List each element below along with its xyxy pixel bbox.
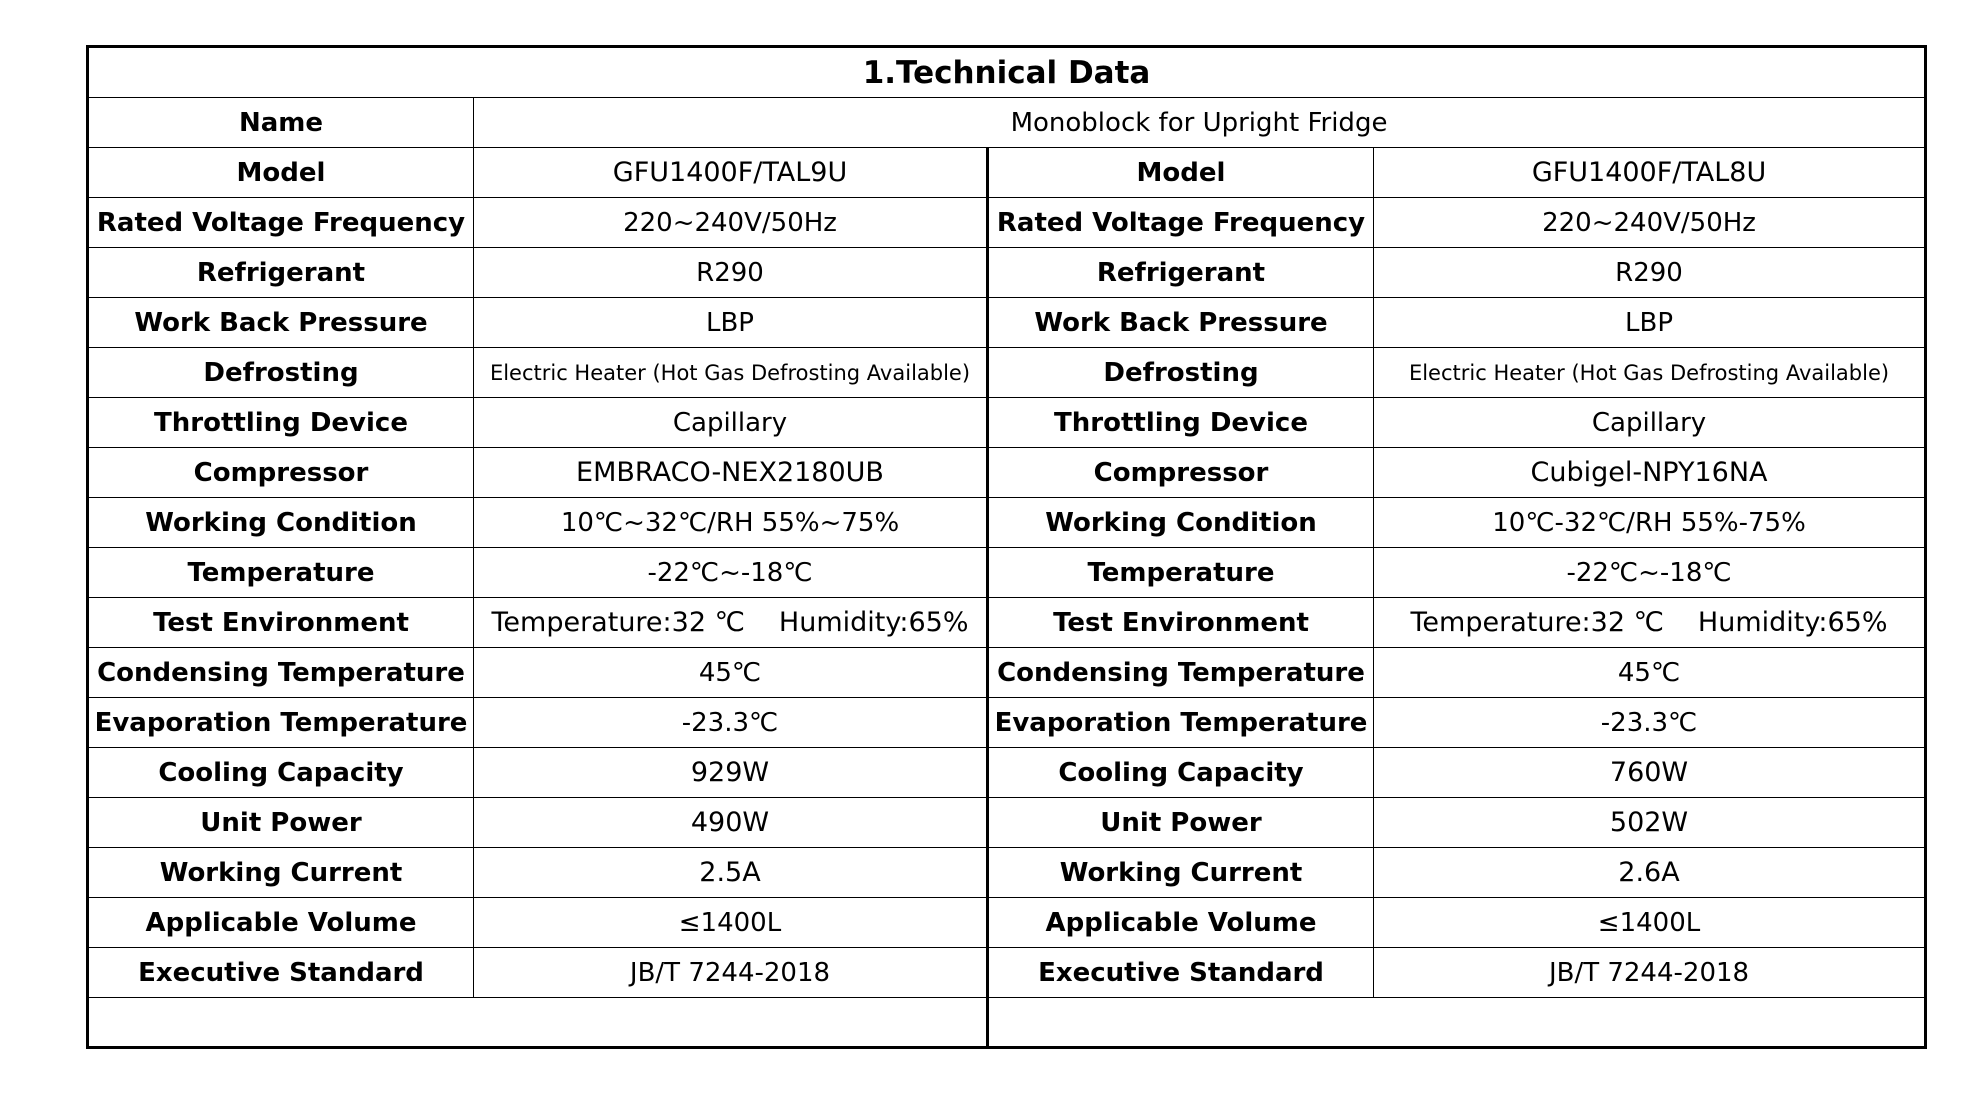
condensing-value-left: 45℃: [474, 648, 988, 698]
evaporation-value-right: -23.3℃: [1374, 698, 1926, 748]
row-label-right: Defrosting: [988, 348, 1374, 398]
working-current-value-right: 2.6A: [1374, 848, 1926, 898]
working-condition-value-left: 10℃~32℃/RH 55%~75%: [474, 498, 988, 548]
table-row-empty: [88, 998, 1926, 1048]
applicable-volume-value-right: ≤1400L: [1374, 898, 1926, 948]
defrosting-value-right: Electric Heater (Hot Gas Defrosting Available): [1374, 348, 1926, 398]
evaporation-value-left: -23.3℃: [474, 698, 988, 748]
throttling-value-left: Capillary: [474, 398, 988, 448]
table-row-throttling: [88, 398, 1926, 448]
back-pressure-value-right: LBP: [1374, 298, 1926, 348]
row-label-name: Name: [88, 98, 474, 148]
row-label-right: Compressor: [988, 448, 1374, 498]
table-row-cooling-capacity: [88, 748, 1926, 798]
row-label-right: Throttling Device: [988, 398, 1374, 448]
table-row-back-pressure: [88, 298, 1926, 348]
test-temperature-right: Temperature:32 ℃: [1410, 607, 1664, 638]
row-label-right: Work Back Pressure: [988, 298, 1374, 348]
test-temperature-left: Temperature:32 ℃: [491, 607, 745, 638]
model-value-left: GFU1400F/TAL9U: [474, 148, 988, 198]
table-row-unit-power: [88, 798, 1926, 848]
model-value-right: GFU1400F/TAL8U: [1374, 148, 1926, 198]
row-label-right: Temperature: [988, 548, 1374, 598]
row-label-left: Throttling Device: [88, 398, 474, 448]
cooling-capacity-value-right: 760W: [1374, 748, 1926, 798]
table-row-applicable-volume: [88, 898, 1926, 948]
applicable-volume-value-left: ≤1400L: [474, 898, 988, 948]
row-label-left: Cooling Capacity: [88, 748, 474, 798]
defrosting-value-left: Electric Heater (Hot Gas Defrosting Available): [474, 348, 988, 398]
row-label-left: Working Current: [88, 848, 474, 898]
table-row-refrigerant: [88, 248, 1926, 298]
row-label-right: Condensing Temperature: [988, 648, 1374, 698]
empty-cell-left: [88, 998, 988, 1048]
table-row-condensing: [88, 648, 1926, 698]
test-environment-value-right: [1374, 598, 1926, 648]
row-label-right: Rated Voltage Frequency: [988, 198, 1374, 248]
temperature-value-left: -22℃~-18℃: [474, 548, 988, 598]
technical-data-sheet: [86, 45, 1924, 1049]
row-label-left: Unit Power: [88, 798, 474, 848]
row-label-left: Compressor: [88, 448, 474, 498]
refrigerant-value-left: R290: [474, 248, 988, 298]
table-row-model: [88, 148, 1926, 198]
row-label-right: Evaporation Temperature: [988, 698, 1374, 748]
compressor-value-left: EMBRACO-NEX2180UB: [474, 448, 988, 498]
cooling-capacity-value-left: 929W: [474, 748, 988, 798]
executive-standard-value-right: JB/T 7244-2018: [1374, 948, 1926, 998]
throttling-value-right: Capillary: [1374, 398, 1926, 448]
row-label-left: Executive Standard: [88, 948, 474, 998]
table-row-voltage: [88, 198, 1926, 248]
executive-standard-value-left: JB/T 7244-2018: [474, 948, 988, 998]
voltage-value-left: 220~240V/50Hz: [474, 198, 988, 248]
back-pressure-value-left: LBP: [474, 298, 988, 348]
row-label-left: Condensing Temperature: [88, 648, 474, 698]
table-row-executive-standard: [88, 948, 1926, 998]
test-humidity-right: Humidity:65%: [1697, 607, 1888, 638]
table-row-name: [88, 98, 1926, 148]
row-label-right: Executive Standard: [988, 948, 1374, 998]
row-label-left: Test Environment: [88, 598, 474, 648]
compressor-value-right: Cubigel-NPY16NA: [1374, 448, 1926, 498]
unit-power-value-left: 490W: [474, 798, 988, 848]
voltage-value-right: 220~240V/50Hz: [1374, 198, 1926, 248]
row-label-right: Unit Power: [988, 798, 1374, 848]
table-title-row: [88, 47, 1926, 98]
refrigerant-value-right: R290: [1374, 248, 1926, 298]
row-label-left: Working Condition: [88, 498, 474, 548]
row-label-left: Evaporation Temperature: [88, 698, 474, 748]
row-label-right: Test Environment: [988, 598, 1374, 648]
row-label-left: Rated Voltage Frequency: [88, 198, 474, 248]
table-row-working-condition: [88, 498, 1926, 548]
technical-data-table: [86, 45, 1927, 1049]
table-row-working-current: [88, 848, 1926, 898]
row-label-right: Refrigerant: [988, 248, 1374, 298]
row-label-left: Refrigerant: [88, 248, 474, 298]
row-label-right: Model: [988, 148, 1374, 198]
row-label-left: Work Back Pressure: [88, 298, 474, 348]
row-label-left: Temperature: [88, 548, 474, 598]
table-row-test-environment: [88, 598, 1926, 648]
row-label-left: Defrosting: [88, 348, 474, 398]
test-environment-value-left: [474, 598, 988, 648]
temperature-value-right: -22℃~-18℃: [1374, 548, 1926, 598]
table-title: 1.Technical Data: [88, 47, 1926, 98]
row-label-right: Working Current: [988, 848, 1374, 898]
table-row-defrosting: [88, 348, 1926, 398]
condensing-value-right: 45℃: [1374, 648, 1926, 698]
working-current-value-left: 2.5A: [474, 848, 988, 898]
table-row-compressor: [88, 448, 1926, 498]
row-label-right: Working Condition: [988, 498, 1374, 548]
empty-cell-right: [988, 998, 1926, 1048]
table-row-evaporation: [88, 698, 1926, 748]
test-humidity-left: Humidity:65%: [778, 607, 969, 638]
row-label-right: Applicable Volume: [988, 898, 1374, 948]
row-label-left: Applicable Volume: [88, 898, 474, 948]
row-label-left: Model: [88, 148, 474, 198]
unit-power-value-right: 502W: [1374, 798, 1926, 848]
table-row-temperature: [88, 548, 1926, 598]
row-label-right: Cooling Capacity: [988, 748, 1374, 798]
product-name-value: Monoblock for Upright Fridge: [474, 98, 1926, 148]
working-condition-value-right: 10℃-32℃/RH 55%-75%: [1374, 498, 1926, 548]
